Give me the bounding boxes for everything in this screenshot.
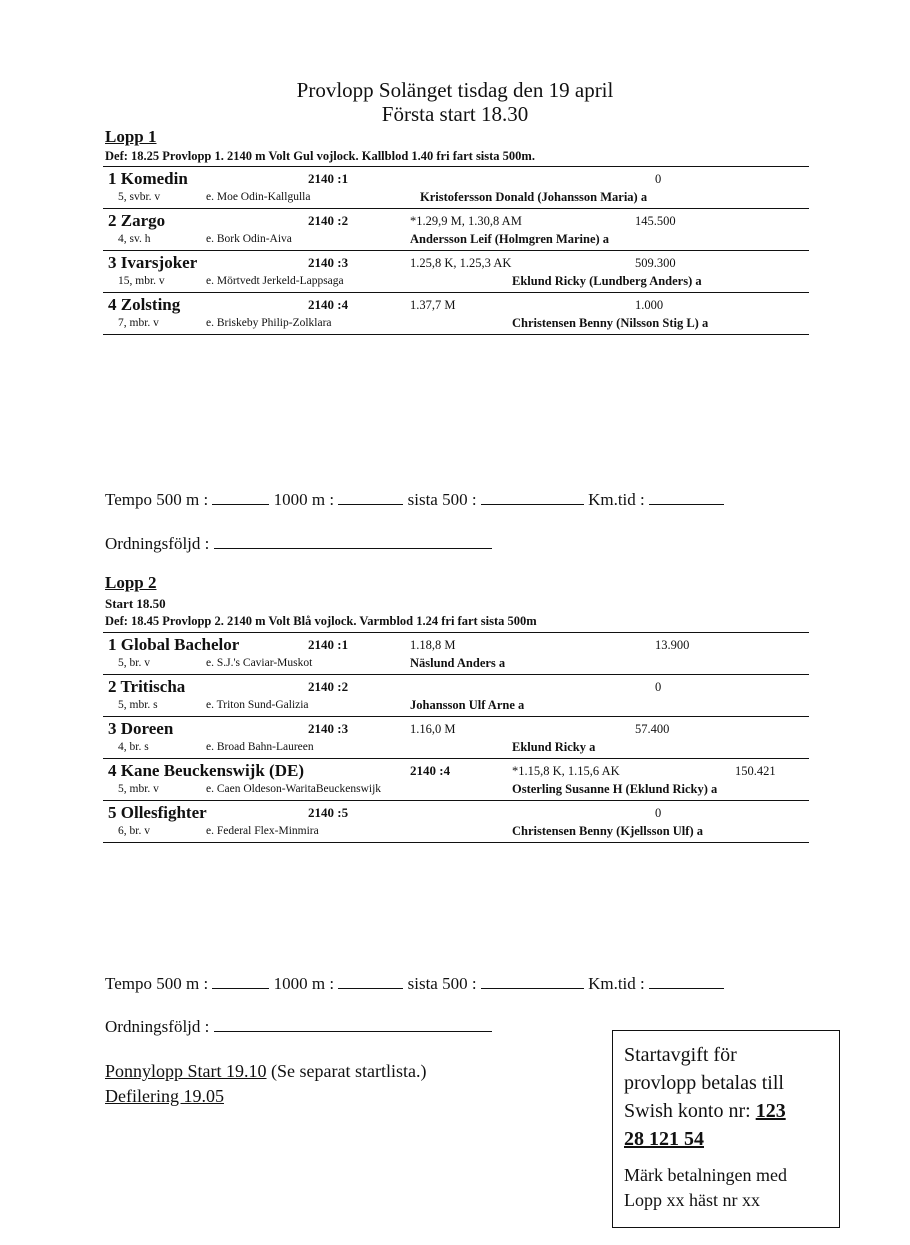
- tempo-500-field[interactable]: [212, 490, 269, 505]
- tempo-1000-label: 1000 m :: [273, 490, 335, 509]
- driver-trainer: Andersson Leif (Holmgren Marine) a: [410, 232, 610, 246]
- horse-name: 2 Zargo: [108, 211, 166, 230]
- start-fee-box: [612, 1030, 840, 1228]
- start-distance: 2140 :2: [308, 679, 349, 694]
- horse-pedigree: e. Moe Odin-Kallgulla: [206, 191, 311, 203]
- horse-name: 1 Global Bachelor: [108, 635, 240, 654]
- row-divider: [103, 842, 809, 843]
- driver-trainer: Christensen Benny (Kjellsson Ulf) a: [512, 824, 703, 838]
- horse-record: 1.16,0 M: [410, 722, 456, 736]
- horse-earnings: 0: [655, 806, 662, 820]
- horse-age-color-sex: 6, br. v: [118, 825, 150, 837]
- sista-500-label: sista 500 :: [407, 974, 477, 993]
- horse-name: 4 Kane Beuckenswijk (DE): [108, 761, 304, 780]
- horse-record: 1.18,8 M: [410, 638, 456, 652]
- divider: [103, 166, 809, 167]
- swish-account-part-2: 28 121 54: [624, 1128, 704, 1150]
- horse-record: 1.37,7 M: [410, 298, 456, 312]
- ponnylopp-start: Ponnylopp Start 19.10: [105, 1061, 267, 1081]
- horse-name: 2 Tritischa: [108, 677, 186, 696]
- tempo-1000-label: 1000 m :: [273, 974, 335, 993]
- horse-age-color-sex: 7, mbr. v: [118, 317, 159, 329]
- row-divider: [103, 800, 809, 801]
- tempo-500-label: Tempo 500 m :: [105, 974, 209, 993]
- row-divider: [103, 250, 809, 251]
- horse-name: 3 Doreen: [108, 719, 174, 738]
- start-distance: 2140 :3: [308, 721, 349, 736]
- horse-pedigree: e. Broad Bahn-Laureen: [206, 741, 314, 753]
- horse-age-color-sex: 5, br. v: [118, 657, 150, 669]
- swish-account-part-1: 123: [755, 1100, 786, 1122]
- row-divider: [103, 292, 809, 293]
- ordningsfoljd-label: Ordningsföljd :: [105, 1017, 210, 1036]
- ordningsfoljd-field[interactable]: [214, 1017, 492, 1032]
- horse-age-color-sex: 15, mbr. v: [118, 275, 165, 287]
- fee-line-2: provlopp betalas till: [624, 1072, 784, 1094]
- ordningsfoljd-field[interactable]: [214, 534, 492, 549]
- km-tid-field[interactable]: [649, 974, 724, 989]
- km-tid-label: Km.tid :: [588, 974, 645, 993]
- horse-name: 3 Ivarsjoker: [108, 253, 198, 272]
- lopp-2-ordning-row: [105, 1017, 492, 1037]
- horse-age-color-sex: 5, mbr. v: [118, 783, 159, 795]
- horse-name: 5 Ollesfighter: [108, 803, 207, 822]
- driver-trainer: Näslund Anders a: [410, 656, 506, 670]
- horse-record: *1.29,9 M, 1.30,8 AM: [410, 214, 522, 228]
- start-distance: 2140 :4: [308, 297, 349, 312]
- start-distance: 2140 :2: [308, 213, 349, 228]
- horse-earnings: 0: [655, 172, 662, 186]
- fee-line-1: Startavgift för: [624, 1044, 737, 1066]
- lopp-2-start-time: Start 18.50: [105, 596, 166, 611]
- lopp-1-ordning-row: [105, 534, 492, 554]
- horse-pedigree: e. Mörtvedt Jerkeld-Lappsaga: [206, 275, 344, 287]
- horse-age-color-sex: 5, mbr. s: [118, 699, 158, 711]
- driver-trainer: Osterling Susanne H (Eklund Ricky) a: [512, 782, 718, 796]
- tempo-1000-field[interactable]: [338, 490, 403, 505]
- start-distance: 2140 :1: [308, 637, 349, 652]
- tempo-500-label: Tempo 500 m :: [105, 490, 209, 509]
- start-distance: 2140 :4: [410, 763, 451, 778]
- horse-name: 4 Zolsting: [108, 295, 181, 314]
- start-distance: 2140 :5: [308, 805, 349, 820]
- sista-500-label: sista 500 :: [407, 490, 477, 509]
- horse-earnings: 150.421: [735, 764, 776, 778]
- horse-name: 1 Komedin: [108, 169, 188, 188]
- horse-pedigree: e. Bork Odin-Aiva: [206, 233, 292, 245]
- sista-500-field[interactable]: [481, 974, 584, 989]
- horse-age-color-sex: 4, sv. h: [118, 233, 151, 245]
- horse-record: *1.15,8 K, 1.15,6 AK: [512, 764, 620, 778]
- driver-trainer: Johansson Ulf Arne a: [410, 698, 525, 712]
- sista-500-field[interactable]: [481, 490, 584, 505]
- horse-age-color-sex: 5, svbr. v: [118, 191, 161, 203]
- start-distance: 2140 :3: [308, 255, 349, 270]
- ordningsfoljd-label: Ordningsföljd :: [105, 534, 210, 553]
- lopp-2-definition: Def: 18.45 Provlopp 2. 2140 m Volt Blå vojlock. Varmblod 1.24 fri fart sista 500m: [105, 614, 537, 628]
- horse-earnings: 509.300: [635, 256, 676, 270]
- driver-trainer: Eklund Ricky a: [512, 740, 596, 754]
- horse-earnings: 1.000: [635, 298, 664, 312]
- fee-line-3: [624, 1097, 839, 1125]
- page-subtitle: Första start 18.30: [381, 102, 529, 126]
- horse-pedigree: e. Briskeby Philip-Zolklara: [206, 317, 332, 329]
- km-tid-field[interactable]: [649, 490, 724, 505]
- swish-label: Swish konto nr:: [624, 1100, 751, 1122]
- divider: [103, 632, 809, 633]
- km-tid-label: Km.tid :: [588, 490, 645, 509]
- row-divider: [103, 334, 809, 335]
- horse-earnings: 0: [655, 680, 662, 694]
- row-divider: [103, 716, 809, 717]
- horse-earnings: 145.500: [635, 214, 676, 228]
- payment-note: [624, 1163, 839, 1213]
- lopp-2-heading: Lopp 2: [105, 573, 157, 592]
- row-divider: [103, 674, 809, 675]
- horse-earnings: 57.400: [635, 722, 670, 736]
- driver-trainer: Eklund Ricky (Lundberg Anders) a: [512, 274, 702, 288]
- defilering-time: Defilering 19.05: [105, 1086, 224, 1106]
- lopp-2-tempo-row: [105, 974, 724, 994]
- horse-pedigree: e. Triton Sund-Galizia: [206, 699, 309, 711]
- lopp-1-heading: Lopp 1: [105, 127, 157, 146]
- horse-age-color-sex: 4, br. s: [118, 741, 149, 753]
- horse-record: 1.25,8 K, 1.25,3 AK: [410, 256, 512, 270]
- row-divider: [103, 758, 809, 759]
- ponnylopp-line: [105, 1061, 426, 1082]
- horse-pedigree: e. S.J.'s Caviar-Muskot: [206, 657, 313, 669]
- ponnylopp-note: (Se separat startlista.): [271, 1061, 427, 1081]
- lopp-1-definition: Def: 18.25 Provlopp 1. 2140 m Volt Gul vojlock. Kallblod 1.40 fri fart sista 500m.: [105, 149, 535, 163]
- tempo-500-field[interactable]: [212, 974, 269, 989]
- page-title: Provlopp Solänget tisdag den 19 april: [296, 78, 614, 102]
- tempo-1000-field[interactable]: [338, 974, 403, 989]
- horse-pedigree: e. Caen Oldeson-WaritaBeuckenswijk: [206, 783, 382, 795]
- payment-note-line-1: Märk betalningen med: [624, 1165, 787, 1185]
- horse-pedigree: e. Federal Flex-Minmira: [206, 825, 319, 837]
- horse-earnings: 13.900: [655, 638, 690, 652]
- driver-trainer: Kristofersson Donald (Johansson Maria) a: [420, 190, 648, 204]
- driver-trainer: Christensen Benny (Nilsson Stig L) a: [512, 316, 709, 330]
- lopp-1-tempo-row: [105, 490, 724, 510]
- start-distance: 2140 :1: [308, 171, 349, 186]
- payment-note-line-2: Lopp xx häst nr xx: [624, 1190, 760, 1210]
- row-divider: [103, 208, 809, 209]
